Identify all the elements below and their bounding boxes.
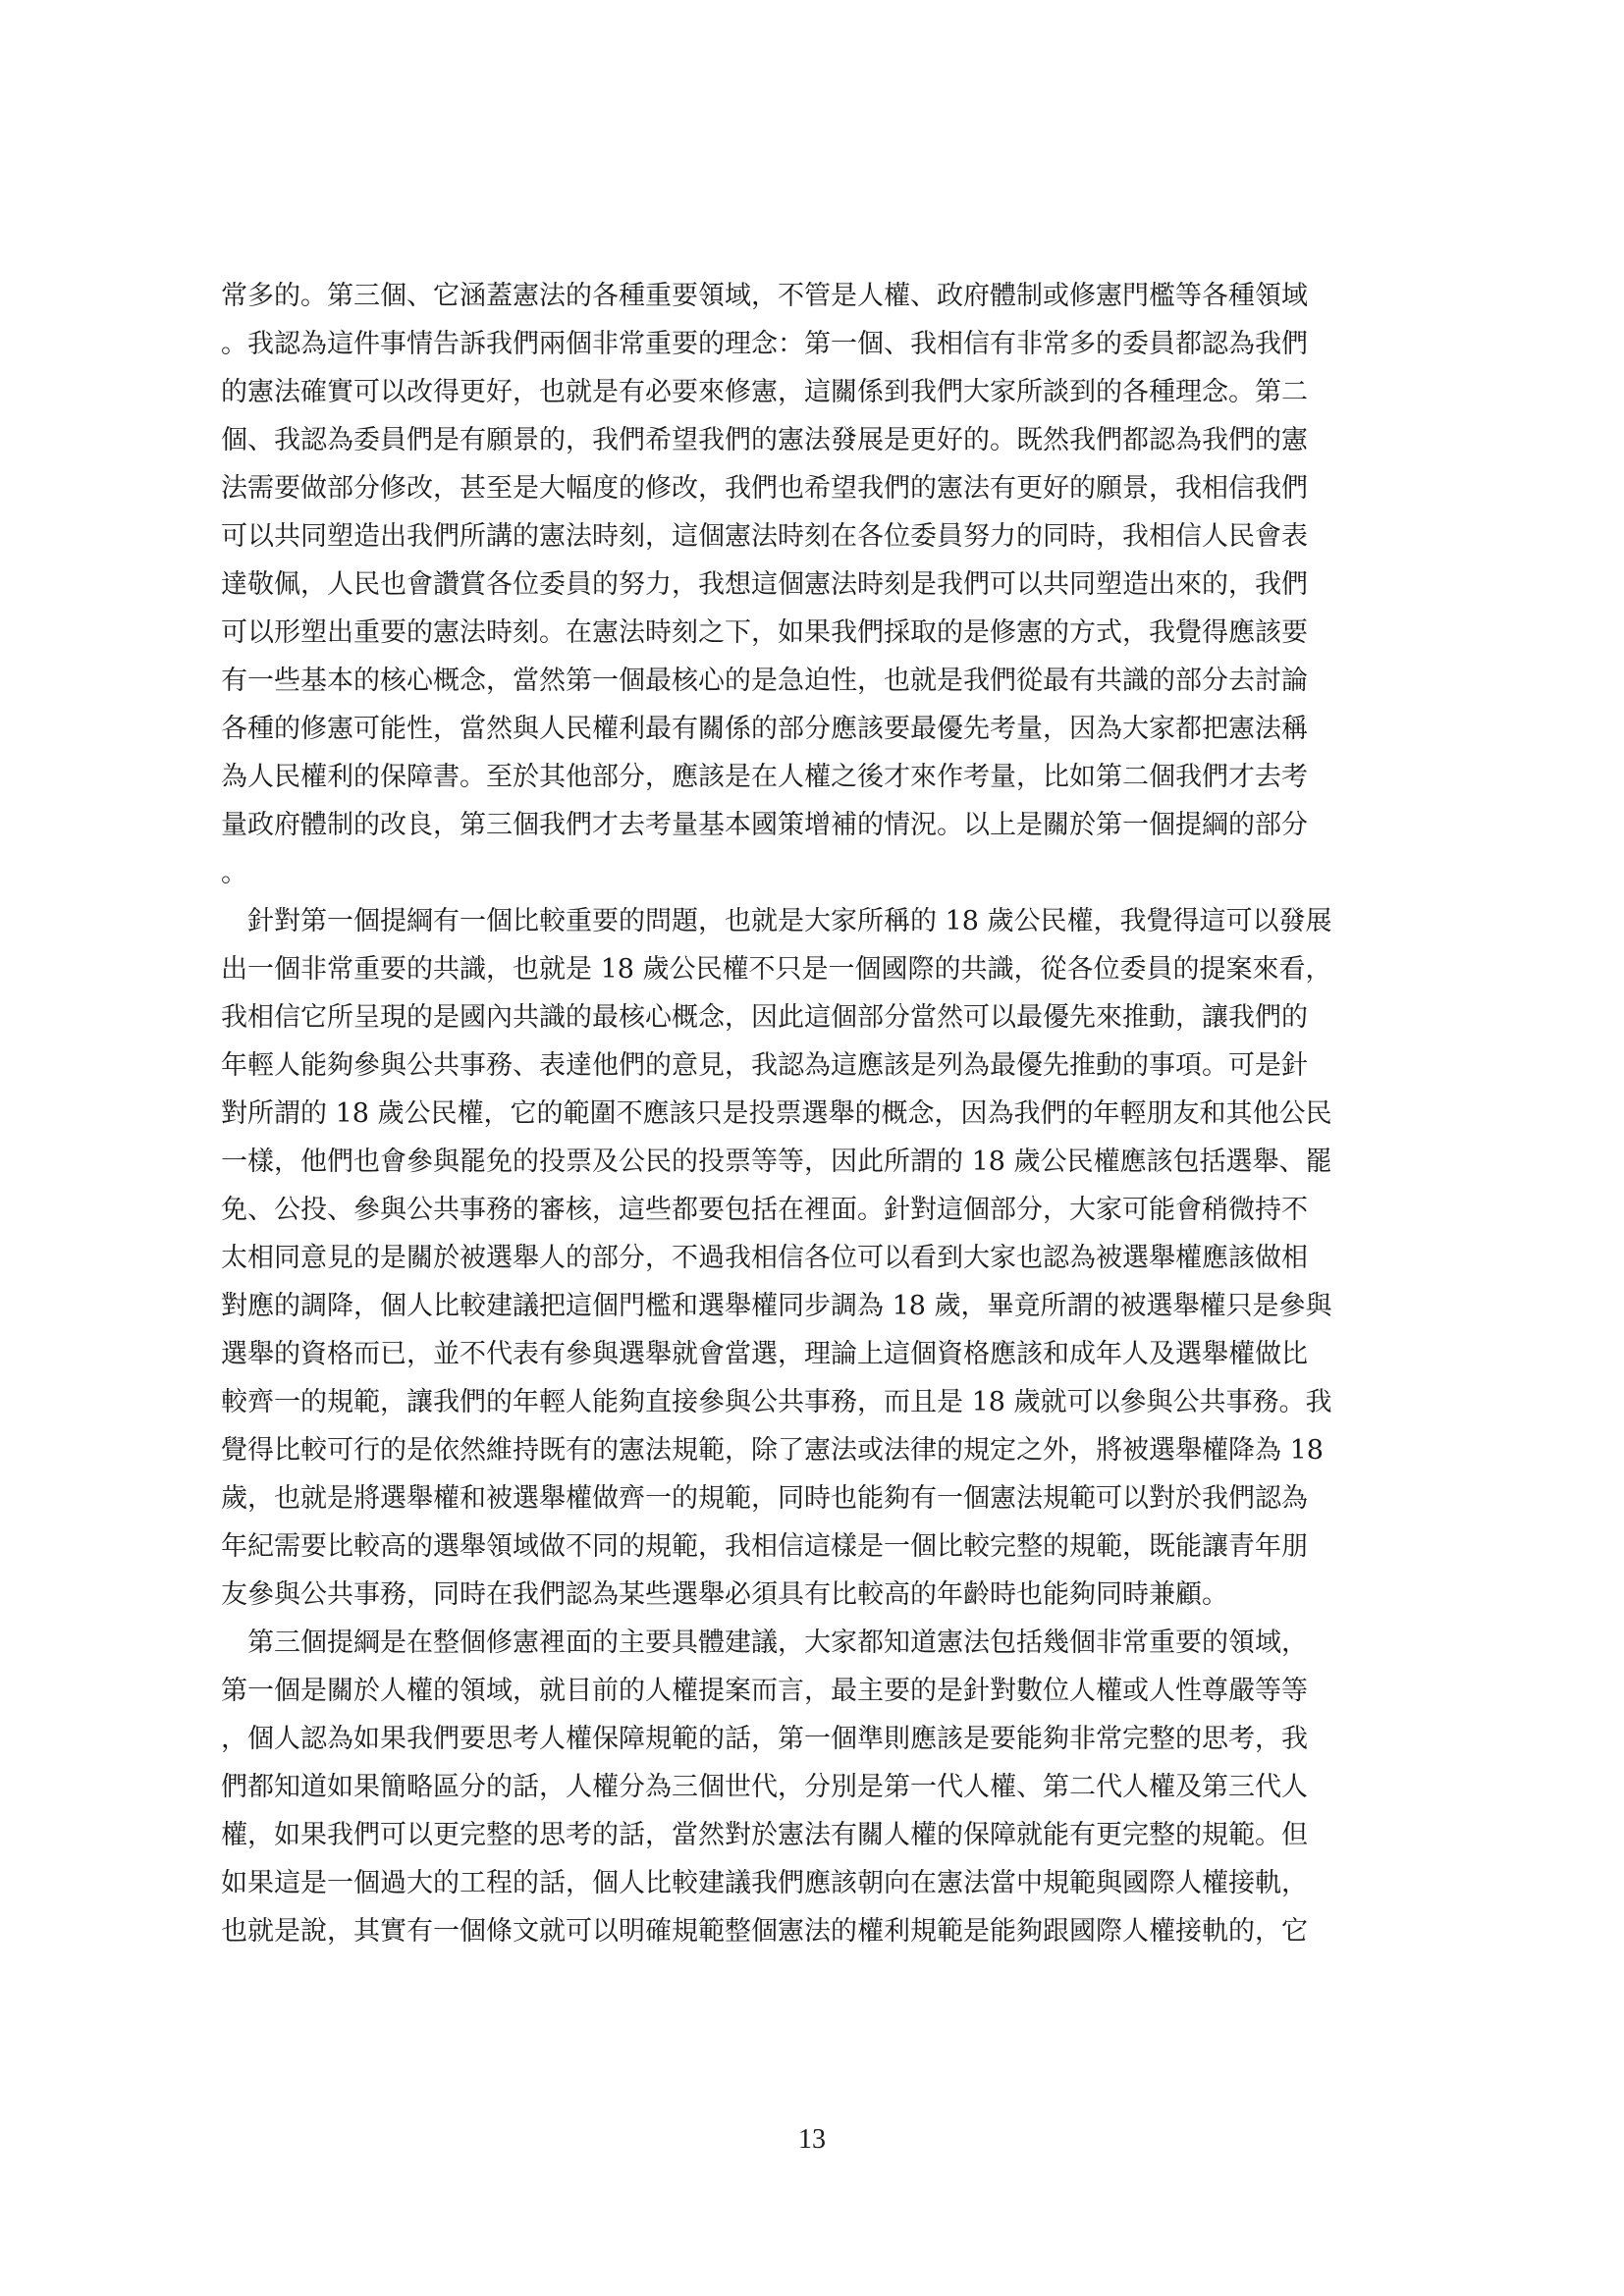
text-line: 我相信它所呈現的是國內共識的最核心概念，因此這個部分當然可以最優先來推動，讓我們的 xyxy=(221,1002,1308,1033)
text-line: 法需要做部分修改，甚至是大幅度的修改，我們也希望我們的憲法有更好的願景，我相信我們 xyxy=(221,473,1308,504)
text-line: 免、公投、參與公共事務的審核，這些都要包括在裡面。針對這個部分，大家可能會稍微持不 xyxy=(221,1195,1308,1225)
text-line: 為人民權利的保障書。至於其他部分，應該是在人權之後才來作考量，比如第二個我們才去考 xyxy=(221,762,1308,792)
text-line: 年紀需要比較高的選舉領域做不同的規範，我相信這樣是一個比較完整的規範，既能讓青年朋 xyxy=(221,1531,1308,1562)
text-line: 第一個是關於人權的領域，就目前的人權提案而言，最主要的是針對數位人權或人性尊嚴等等 xyxy=(221,1676,1308,1706)
text-line: 友參與公共事務，同時在我們認為某些選舉必須具有比較高的年齡時也能夠同時兼顧。 xyxy=(221,1579,1228,1610)
text-line: 對應的調降，個人比較建議把這個門檻和選舉權同步調為 18 歲，畢竟所謂的被選舉權只是參與 xyxy=(221,1291,1332,1321)
text-line: 權，如果我們可以更完整的思考的話，當然對於憲法有關人權的保障就能有更完整的規範。但 xyxy=(221,1820,1308,1850)
page-number: 13 xyxy=(798,2124,826,2155)
text-line: 常多的。第三個、它涵蓋憲法的各種重要領域，不管是人權、政府體制或修憲門檻等各種領域 xyxy=(221,281,1308,311)
text-line: 一樣，他們也會參與罷免的投票及公民的投票等等，因此所謂的 18 歲公民權應該包括選舉、罷 xyxy=(221,1147,1332,1177)
text-line: 可以形塑出重要的憲法時刻。在憲法時刻之下，如果我們採取的是修憲的方式，我覺得應該要 xyxy=(221,617,1308,648)
text-line: 達敬佩，人民也會讚賞各位委員的努力，我想這個憲法時刻是我們可以共同塑造出來的，我們 xyxy=(221,569,1308,600)
text-line: 出一個非常重要的共識，也就是 18 歲公民權不只是一個國際的共識，從各位委員的提案來看， xyxy=(221,954,1332,985)
text-line: 有一些基本的核心概念，當然第一個最核心的是急迫性，也就是我們從最有共識的部分去討論 xyxy=(221,666,1308,696)
text-line: 。 xyxy=(221,858,247,888)
text-line: 選舉的資格而已，並不代表有參與選舉就會當選，理論上這個資格應該和成年人及選舉權做比 xyxy=(221,1339,1308,1369)
text-line: 各種的修憲可能性，當然與人民權利最有關係的部分應該要最優先考量，因為大家都把憲法稱 xyxy=(221,714,1308,744)
text-line: 較齊一的規範，讓我們的年輕人能夠直接參與公共事務，而且是 18 歲就可以參與公共事務。我 xyxy=(221,1387,1332,1417)
text-line: 年輕人能夠參與公共事務、表達他們的意見，我認為這應該是列為最優先推動的事項。可是針 xyxy=(221,1050,1308,1081)
text-line: 如果這是一個過大的工程的話，個人比較建議我們應該朝向在憲法當中規範與國際人權接軌， xyxy=(221,1868,1308,1898)
text-line: 第三個提綱是在整個修憲裡面的主要具體建議，大家都知道憲法包括幾個非常重要的領域， xyxy=(221,1628,1308,1658)
text-line: 太相同意見的是關於被選舉人的部分，不過我相信各位可以看到大家也認為被選舉權應該做相 xyxy=(221,1243,1308,1273)
text-line: 。我認為這件事情告訴我們兩個非常重要的理念：第一個、我相信有非常多的委員都認為我們 xyxy=(221,329,1308,359)
text-line: 們都知道如果簡略區分的話，人權分為三個世代，分別是第一代人權、第二代人權及第三代人 xyxy=(221,1772,1308,1802)
text-line: 也就是說，其實有一個條文就可以明確規範整個憲法的權利規範是能夠跟國際人權接軌的，它 xyxy=(221,1916,1308,1947)
body-text xyxy=(221,272,1435,1955)
text-line: 覺得比較可行的是依然維持既有的憲法規範，除了憲法或法律的規定之外，將被選舉權降為 18 xyxy=(221,1435,1324,1466)
text-line: 量政府體制的改良，第三個我們才去考量基本國策增補的情況。以上是關於第一個提綱的部分 xyxy=(221,810,1308,840)
text-line: 可以共同塑造出我們所講的憲法時刻，這個憲法時刻在各位委員努力的同時，我相信人民會表 xyxy=(221,521,1308,552)
text-line: 對所謂的 18 歲公民權，它的範圍不應該只是投票選舉的概念，因為我們的年輕朋友和其他公民 xyxy=(221,1098,1332,1129)
text-line: 的憲法確實可以改得更好，也就是有必要來修憲，這關係到我們大家所談到的各種理念。第二 xyxy=(221,377,1308,407)
text-line: 歲，也就是將選舉權和被選舉權做齊一的規範，同時也能夠有一個憲法規範可以對於我們認為 xyxy=(221,1483,1308,1514)
text-line: 針對第一個提綱有一個比較重要的問題，也就是大家所稱的 18 歲公民權，我覺得這可以發展 xyxy=(221,906,1332,936)
text-line: ，個人認為如果我們要思考人權保障規範的話，第一個準則應該是要能夠非常完整的思考，我 xyxy=(221,1724,1308,1754)
text-line: 個、我認為委員們是有願景的，我們希望我們的憲法發展是更好的。既然我們都認為我們的憲 xyxy=(221,425,1308,455)
